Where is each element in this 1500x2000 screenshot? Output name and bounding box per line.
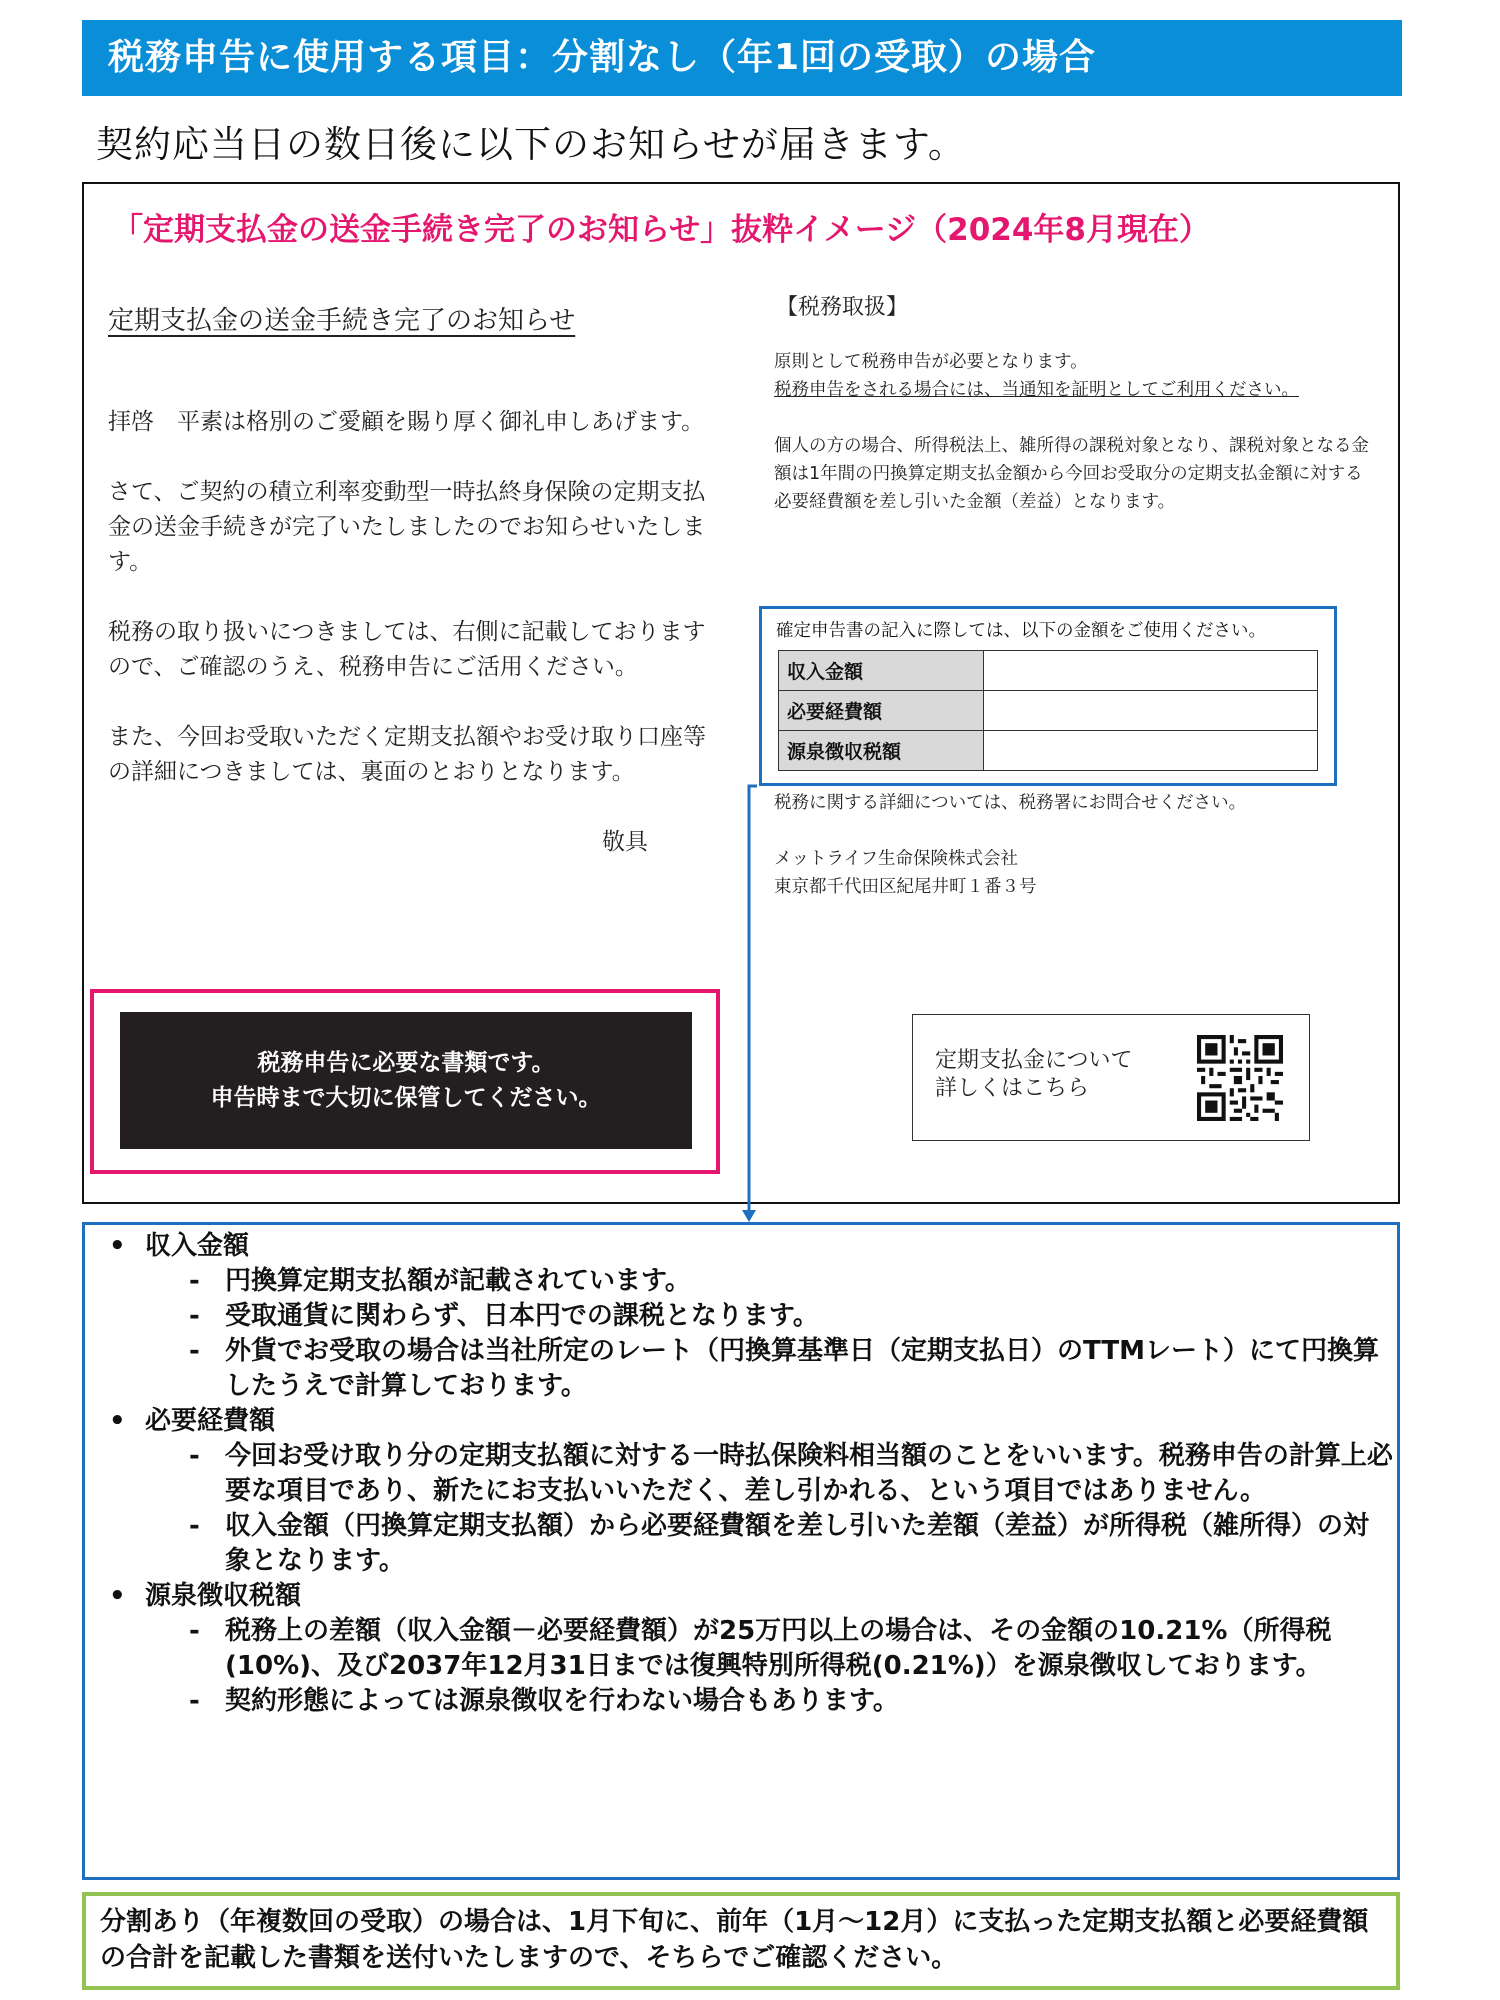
table-row	[779, 731, 1318, 771]
list-subitem: - 円換算定期支払額が記載されています。	[85, 1264, 1397, 1299]
amounts-table	[778, 650, 1318, 771]
letter-paragraph: 拝啓 平素は格別のご愛顧を賜り厚く御礼申しあげます。	[108, 409, 705, 435]
table-row	[779, 651, 1318, 691]
important-notice-frame	[90, 989, 720, 1174]
amounts-caption: 確定申告書の記入に際しては、以下の金額をご使用ください。	[776, 621, 1266, 641]
list-item: • 収入金額	[85, 1229, 1397, 1264]
tax-footer	[774, 789, 1394, 901]
tax-heading: 【税務取扱】	[776, 295, 909, 320]
list-subitem: - 税務上の差額（収入金額－必要経費額）が25万円以上の場合は、その金額の10.21%（所得税(10%)、及び2037年12月31日までは復興特別所得税(0.21%)）を源泉徴収しております。	[85, 1614, 1397, 1684]
row-label: 収入金額	[779, 651, 984, 691]
notice-line: 申告時まで大切に保管してください。	[210, 1084, 602, 1111]
arrow-down-icon	[742, 1210, 756, 1222]
qr-text	[935, 1047, 1133, 1103]
row-label: 必要経費額	[779, 691, 984, 731]
letter-paragraph: 税務の取り扱いにつきましては、右側に記載しておりますので、ご確認のうえ、税務申告にご活用ください。	[108, 619, 706, 680]
tax-paragraph	[774, 348, 1374, 404]
notice-line: 税務申告に必要な書類です。	[257, 1049, 555, 1076]
list-subitem: - 収入金額（円換算定期支払額）から必要経費額を差し引いた差額（差益）が所得税（雑所得）の対象となります。	[85, 1509, 1397, 1579]
letter-closing: 敬具	[602, 829, 648, 855]
important-notice-box	[120, 1012, 692, 1149]
tax-info-column	[774, 294, 1374, 544]
intro-text: 契約応当日の数日後に以下のお知らせが届きます。	[96, 123, 966, 166]
qr-line: 定期支払金について	[935, 1048, 1133, 1073]
amounts-highlight-frame	[759, 606, 1337, 786]
tax-text: 原則として税務申告が必要となります。	[774, 352, 1088, 372]
list-subitem: - 外貨でお受取の場合は当社所定のレート（円換算基準日（定期支払日）のTTMレート）にて円換算したうえで計算しております。	[85, 1334, 1397, 1404]
letter-paragraph: さて、ご契約の積立利率変動型一時払終身保険の定期支払金の送金手続きが完了いたしましたのでお知らせいたします。	[108, 479, 706, 575]
qr-link-box[interactable]	[912, 1014, 1310, 1141]
row-label: 源泉徴収税額	[779, 731, 984, 771]
page-banner: 税務申告に使用する項目：分割なし（年1回の受取）の場合	[82, 20, 1402, 96]
company-address: 東京都千代田区紀尾井町１番３号	[774, 877, 1037, 897]
letter-column	[108, 304, 708, 860]
row-value	[984, 651, 1318, 691]
sample-title: 「定期支払金の送金手続き完了のお知らせ」抜粋イメージ（2024年8月現在）	[112, 212, 1210, 248]
list-subitem: - 今回お受け取り分の定期支払額に対する一時払保険料相当額のことをいいます。税務申告の計算上必要な項目であり、新たにお支払いいただく、差し引かれる、という項目ではありません。	[85, 1439, 1397, 1509]
installment-note: 分割あり（年複数回の受取）の場合は、1月下旬に、前年（1月～12月）に支払った定期支払額と必要経費額の合計を記載した書類を送付いたしますので、そちらでご確認ください。	[82, 1892, 1400, 1990]
company-name: メットライフ生命保険株式会社	[774, 849, 1018, 869]
list-subitem: - 受取通貨に関わらず、日本円での課税となります。	[85, 1299, 1397, 1334]
row-value	[984, 731, 1318, 771]
table-row	[779, 691, 1318, 731]
explanation-list	[85, 1229, 1397, 1719]
row-value	[984, 691, 1318, 731]
list-item: • 必要経費額	[85, 1404, 1397, 1439]
tax-underlined-text: 税務申告をされる場合には、当通知を証明としてご利用ください。	[774, 380, 1299, 400]
list-item: • 源泉徴収税額	[85, 1579, 1397, 1614]
qr-code-icon[interactable]	[1197, 1035, 1283, 1121]
inquiry-text: 税務に関する詳細については、税務署にお問合せください。	[774, 793, 1247, 813]
tax-paragraph: 個人の方の場合、所得税法上、雑所得の課税対象となり、課税対象となる金額は1年間の円換算定期支払金額から今回お受取分の定期支払金額に対する必要経費額を差し引いた金額（差益）となります。	[774, 436, 1369, 512]
explanation-box	[82, 1222, 1400, 1880]
letter-paragraph: また、今回お受取いただく定期支払額やお受け取り口座等の詳細につきましては、裏面のとおりとなります。	[108, 724, 706, 785]
notice-sample-frame	[82, 182, 1400, 1204]
list-subitem: - 契約形態によっては源泉徴収を行わない場合もあります。	[85, 1684, 1397, 1719]
letter-heading: 定期支払金の送金手続き完了のお知らせ	[108, 306, 576, 336]
qr-line: 詳しくはこちら	[935, 1076, 1090, 1101]
